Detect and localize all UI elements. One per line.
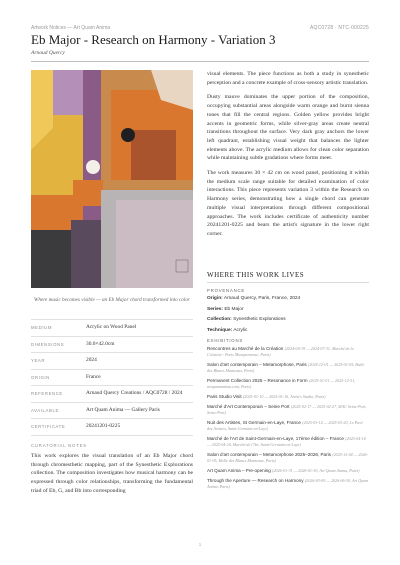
provenance-item bbox=[207, 317, 369, 328]
spec-key: MEDIUM bbox=[31, 325, 53, 331]
spec-key: ORIGIN bbox=[31, 374, 50, 380]
exhibition-name: Salon d'art contemporain – Metamorphose 2025–2026, Paris bbox=[207, 452, 331, 457]
spec-row bbox=[31, 369, 193, 386]
exhibition-item bbox=[207, 404, 369, 416]
spec-value: Art Quam Anima — Gallery Paris bbox=[86, 406, 160, 413]
description-column bbox=[207, 70, 369, 245]
exhibition-name: Paris Studio Visit bbox=[207, 394, 242, 399]
curatorial-text: This work explores the visual translation of an Eb Major chord through chromesthetic mapping, part of the Synesthetic Explorations collection. The composition investigates how musical harmony can be expressed through color relationships, transforming the fundamental triad of Eb, G, and Bb into corresponding bbox=[31, 453, 193, 494]
header-left: Artwork Notices — Art Quam Anima bbox=[31, 25, 111, 31]
spec-row bbox=[31, 385, 193, 402]
provenance-item bbox=[207, 296, 369, 307]
exhibition-meta: (2025-04-14 — 2025-04-24, Marché de l'Art, Saint-Germain-en-Laye) bbox=[207, 436, 366, 447]
provenance-label: Collection: bbox=[207, 317, 232, 323]
exhibition-name: Through the Aperture — Research on Harmony bbox=[207, 478, 304, 483]
provenance-heading: PROVENANCE bbox=[207, 288, 246, 293]
exhibition-meta: (2026-01-31 — 2026-01-30, Art Quam Anima, Paris) bbox=[272, 468, 360, 473]
exhibition-name: Nuit des Artistes, St Germain-en-Laye, France bbox=[207, 420, 301, 425]
spec-key: REFERENCE bbox=[31, 391, 63, 397]
exhibition-item bbox=[207, 436, 369, 448]
artwork-image bbox=[31, 70, 193, 288]
exhibition-name: Art Quam Anima – Pre-opening bbox=[207, 468, 271, 473]
exhibition-item bbox=[207, 452, 369, 464]
exhibition-meta: (2024-04-19 — 2024-07-31, Marché de la Création - Paris Montparnasse, Paris) bbox=[207, 346, 354, 357]
spec-value: 20241201-0225 bbox=[86, 423, 121, 430]
exhibition-meta: (2024-12-01 — 2025-01-05, Halle des Blancs Manteaux, Paris) bbox=[207, 362, 365, 373]
spec-value: Arnaud Quercy Creations / AQC0728 / 2024 bbox=[86, 390, 183, 397]
spec-value: Acrylic on Wood Panel bbox=[86, 324, 137, 331]
exhibition-meta: (2025-03-14 — 2025-03-20, Le Pavé des Artistes, Saint-Germain-en-Laye) bbox=[207, 420, 363, 431]
provenance-value: Synesthetic Explorations bbox=[233, 317, 286, 323]
exhibition-name: Permanent Collection 2025 – Resonance in Form bbox=[207, 378, 308, 383]
provenance-value: Eb Major bbox=[224, 306, 244, 312]
spec-key: CERTIFICATE bbox=[31, 424, 66, 430]
spec-row bbox=[31, 418, 193, 436]
description-paragraph: visual elements. The piece functions as both a study in synesthetic perception and a concrete example of cross-sensory artistic translation. bbox=[207, 71, 369, 86]
provenance-list bbox=[207, 296, 369, 339]
spec-value: 2024 bbox=[86, 357, 97, 364]
spec-value: France bbox=[86, 373, 101, 380]
header-right: AQC0728 · NTC-000225 bbox=[309, 25, 369, 31]
title-divider bbox=[31, 61, 369, 62]
spec-row bbox=[31, 352, 193, 369]
exhibition-item bbox=[207, 420, 369, 432]
spec-key: DIMENSIONS bbox=[31, 341, 65, 347]
artwork-caption: Where music becomes visible — an Eb Major chord transformed into color bbox=[34, 297, 190, 303]
spec-row bbox=[31, 319, 193, 336]
artist-name: Arnaud Quercy bbox=[31, 50, 65, 56]
exhibition-name: Marché de l'Art de Saint-Germain-en-Laye, 17ème édition – France bbox=[207, 436, 344, 441]
exhibition-meta: (2025-01-10 — 2025-01-16, Artist's Studio, Paris) bbox=[242, 394, 326, 399]
provenance-label: Series: bbox=[207, 306, 223, 312]
exhibition-meta: (2026-03-09 — 2026-06-30, Art Quam Anima, Paris) bbox=[207, 478, 369, 489]
exhibition-name: Rencontres au Marché de la Création bbox=[207, 346, 284, 351]
exhibition-item bbox=[207, 468, 369, 474]
where-heading: WHERE THIS WORK LIVES bbox=[207, 271, 305, 279]
exhibition-name: Marché d'Art Contemporain – Seine Port bbox=[207, 404, 290, 409]
exhibitions-heading: EXHIBITIONS bbox=[207, 338, 244, 343]
spec-value: 30.0×42.0cm bbox=[86, 340, 115, 347]
exhibition-meta: (2025-12-04 — 2026-01-05, Halle des Blancs Manteaux, Paris) bbox=[207, 452, 368, 463]
exhibition-meta: (2025-01-01 — 2025-12-31, artquamanima.com, Paris) bbox=[207, 378, 356, 389]
provenance-label: Technique: bbox=[207, 328, 233, 334]
spec-row bbox=[31, 402, 193, 419]
provenance-label: Origin: bbox=[207, 296, 223, 301]
spec-key: YEAR bbox=[31, 358, 46, 364]
exhibitions-list bbox=[207, 346, 369, 494]
where-divider bbox=[207, 282, 369, 283]
description-paragraph: Dusty mauve dominates the upper portion of the composition, occupying substantial areas alongside warm orange and burnt sienna tones that fill the central regions. Golden yellow provides bright accents in geometric forms, while silver-gray areas create neutral transitions throughout the surface. Very dark gray anchors the lower left quadrant, establishing visual weight that balances the lighter elements above. The acrylic medium allows for clean color separation while maintaining subtle gradations where forms meet. bbox=[207, 94, 369, 162]
exhibition-item bbox=[207, 346, 369, 358]
spec-row bbox=[31, 336, 193, 353]
exhibition-meta: (2025-02-17 — 2025-02-27, MAC Seine-Port, Seine-Port) bbox=[207, 404, 367, 415]
exhibition-item bbox=[207, 378, 369, 390]
provenance-item bbox=[207, 307, 369, 318]
exhibition-item bbox=[207, 478, 369, 490]
curatorial-heading: CURATORIAL NOTES bbox=[31, 443, 87, 448]
exhibition-item bbox=[207, 362, 369, 374]
page-number: 1 bbox=[198, 542, 202, 547]
description-paragraph: The work measures 30 × 42 cm on wood panel, positioning it within the medium scale range suitable for detailed examination of color interactions. This piece represents variation 3 within the Research on Harmony series, demonstrating how a single chord can generate multiple visual interpretations through different compositional approaches. The work includes certificate of authenticity number 20241201-0225 and bears the artist's signature in the lower right corner. bbox=[207, 170, 369, 237]
exhibition-name: Salon d'art contemporain – Metamorphose, Paris bbox=[207, 362, 307, 367]
spec-key: AVAILABLE bbox=[31, 407, 59, 413]
provenance-value: Arnaud Quercy, Paris, France, 2024 bbox=[223, 296, 301, 301]
provenance-value: Acrylic bbox=[233, 328, 248, 334]
exhibition-item bbox=[207, 394, 369, 400]
artwork-title: Eb Major - Research on Harmony - Variation 3 bbox=[31, 32, 276, 47]
specs-table bbox=[31, 319, 193, 436]
